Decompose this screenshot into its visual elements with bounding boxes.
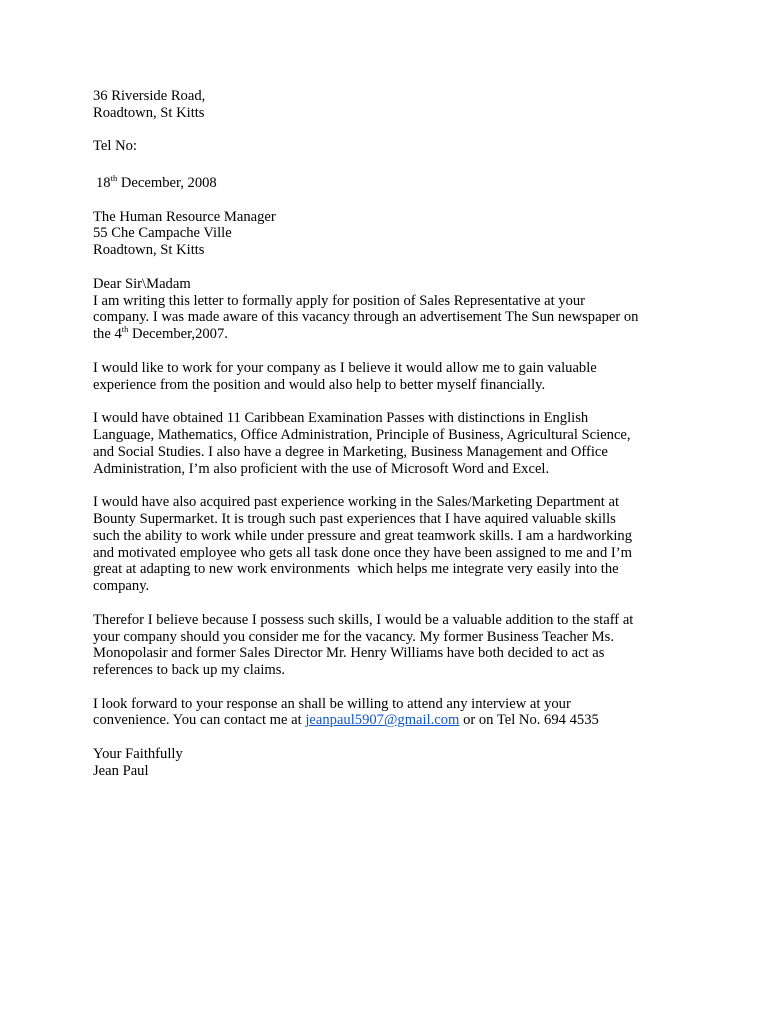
paragraph4-line: company. bbox=[93, 578, 150, 595]
paragraph1-line bbox=[93, 326, 693, 343]
closing-line: Your Faithfully bbox=[93, 746, 183, 763]
email-link[interactable]: jeanpaul5907@gmail.com bbox=[305, 712, 460, 729]
letter-date bbox=[93, 172, 693, 192]
spacer bbox=[93, 155, 693, 172]
paragraph4-line: Bounty Supermarket. It is trough such past experiences that I have aquired valuable skills bbox=[93, 510, 616, 527]
paragraph1-line3-prefix: the 4 bbox=[93, 326, 122, 343]
recipient-line2: 55 Che Campache Ville bbox=[93, 225, 232, 242]
paragraph2-line: experience from the position and would also help to better myself financially. bbox=[93, 376, 546, 393]
paragraph1-line: company. I was made aware of this vacancy through an advertisement The Sun newspaper on bbox=[93, 309, 639, 326]
spacer bbox=[93, 595, 693, 612]
paragraph4-line: such the ability to work while under pressure and great teamwork skills. I am a hardworking bbox=[93, 527, 633, 544]
sender-address-line2: Roadtown, St Kitts bbox=[93, 104, 205, 121]
paragraph4-line: great at adapting to new work environments which helps me integrate very easily into the bbox=[93, 561, 619, 578]
spacer bbox=[93, 477, 693, 494]
paragraph5-line: Therefor I believe because I possess such skills, I would be a valuable addition to the staff at bbox=[93, 611, 634, 628]
salutation: Dear Sir\Madam bbox=[93, 275, 191, 292]
spacer bbox=[93, 192, 693, 209]
spacer bbox=[93, 343, 693, 360]
paragraph3-line: Language, Mathematics, Office Administration, Principle of Business, Agricultural Science, bbox=[93, 426, 631, 443]
paragraph5-line: your company should you consider me for the vacancy. My former Business Teacher Ms. bbox=[93, 628, 614, 645]
paragraph6-line bbox=[93, 712, 693, 729]
paragraph1-line: I am writing this letter to formally apply for position of Sales Representative at your bbox=[93, 292, 586, 309]
signature-name: Jean Paul bbox=[93, 762, 149, 779]
paragraph2-line: I would like to work for your company as I believe it would allow me to gain valuable bbox=[93, 359, 597, 376]
sender-address-line1: 36 Riverside Road, bbox=[93, 88, 206, 104]
paragraph3-line: Administration, I’m also proficient with the use of Microsoft Word and Excel. bbox=[93, 460, 550, 477]
spacer bbox=[93, 122, 693, 139]
spacer bbox=[93, 393, 693, 410]
paragraph3-line: I would have obtained 11 Caribbean Examination Passes with distinctions in English bbox=[93, 410, 589, 427]
recipient-line1: The Human Resource Manager bbox=[93, 208, 276, 225]
contact-suffix: or on Tel No. 694 4535 bbox=[459, 712, 599, 729]
date-day: 18 bbox=[96, 174, 111, 191]
contact-prefix: convenience. You can contact me at bbox=[93, 712, 306, 729]
date-day-suffix: th bbox=[110, 172, 118, 183]
spacer bbox=[93, 729, 693, 746]
paragraph6-line: I look forward to your response an shall be willing to attend any interview at your bbox=[93, 695, 571, 712]
paragraph4-line: and motivated employee who gets all task done once they have been assigned to me and I’m bbox=[93, 544, 632, 561]
paragraph4-line: I would have also acquired past experience working in the Sales/Marketing Department at bbox=[93, 494, 620, 511]
paragraph5-line: references to back up my claims. bbox=[93, 662, 286, 679]
date-rest: December, 2008 bbox=[117, 174, 217, 191]
paragraph1-line3-rest: December,2007. bbox=[128, 326, 228, 343]
paragraph5-line: Monopolasir and former Sales Director Mr. Henry Williams have both decided to act as bbox=[93, 645, 605, 662]
paragraph1-line3-suffix: th bbox=[121, 324, 129, 335]
paragraph3-line: and Social Studies. I also have a degree in Marketing, Business Management and Office bbox=[93, 443, 608, 460]
letter-page bbox=[93, 88, 693, 780]
sender-tel-label: Tel No: bbox=[93, 138, 137, 155]
recipient-line3: Roadtown, St Kitts bbox=[93, 242, 205, 259]
spacer bbox=[93, 679, 693, 696]
spacer bbox=[93, 259, 693, 276]
